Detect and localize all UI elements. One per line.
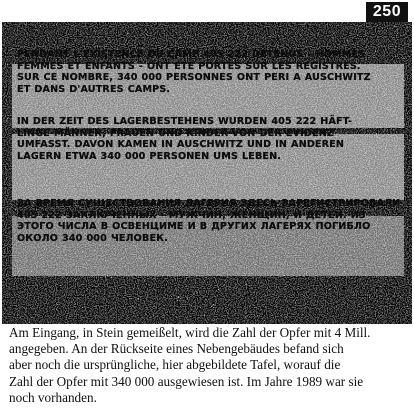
page-number: 250 [366,2,408,22]
plaque-text-german: IN DER ZEIT DES LAGERBESTEHENS WURDEN 405 222 HÄFT- LINGE-MÄNNER, FRAUEN UND KINDER-VON DER EVIDENZ UMFASST. DAVON KAMEN IN AUSCHWITZ UND IN ANDEREN LAGERN ETWA 340 000 PERSONEN UMS LEBEN. [17,116,353,162]
plaque-text-french: PENDANT L'EXISTENCE DU CAMP 405 222 DETENUS - HOMMES FEMMES ET ENFANTS - ONT ETE PORTES SUR LES REGISTRES. SUR CE NOMBRE, 340 000 PERSONNES ONT PERI A AUSCHWITZ ET DANS D'AUTRES CAMPS. [17,49,371,95]
plaque-text-russian: ЗА ВРЕМЯ СУЩЕСТВОВАНИЯ ЛАГЕРИЯ ЗДЕСЬ ЗАРЕГИСТРИРОВАЛИ 405 222 ЗАКЛЮЧЕННЫХ - МУЖЧИН, ЖЕНЩИН, И ДЕТЕЙ. ИЗ ЭТОГО ЧИСЛА В ОСВЕНЦИМЕ И В ДРУГИХ ЛАГЕРЯХ ПОГИБЛО ОКОЛО 340 000 ЧЕЛОВЕК. [17,198,401,244]
photo-caption: Am Eingang, in Stein gemeißelt, wird die Zahl der Opfer mit 4 Mill. angegeben. An der Rückseite eines Nebengebäudes befand sich aber noch die ursprüngliche, hier abgebildete Tafel, worauf die Zahl der Opfer mit 340 000 ausgewiesen ist. Im Jahre 1989 war sie noch vorhanden. [9,325,371,405]
